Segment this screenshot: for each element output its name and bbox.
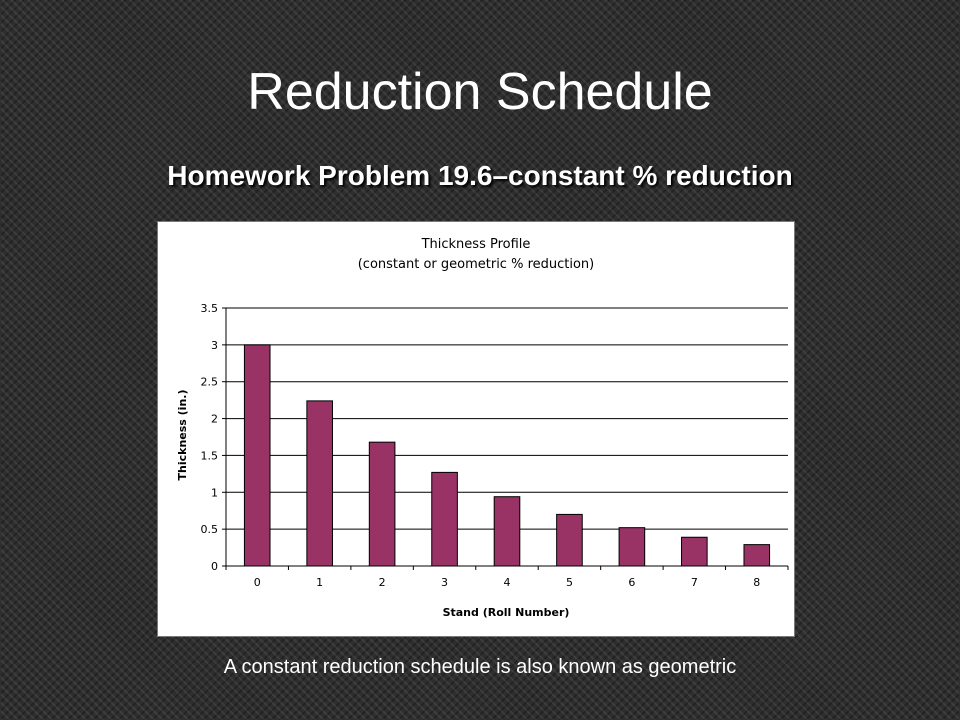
y-tick-label: 1	[211, 486, 218, 500]
chart-frame	[157, 221, 795, 637]
x-tick-label: 8	[753, 576, 761, 589]
slide-title: Reduction Schedule	[247, 63, 713, 121]
chart-title: Thickness Profile	[421, 237, 531, 252]
slide-caption: A constant reduction schedule is also known as geometric	[223, 656, 737, 678]
x-tick-label: 7	[690, 576, 698, 589]
slide-subtitle: Homework Problem 19.6–constant % reduction	[167, 160, 793, 191]
y-tick-label: 3	[211, 338, 218, 352]
x-tick-label: 5	[565, 576, 573, 589]
bar-stand-6	[619, 528, 645, 566]
x-axis-label: Stand (Roll Number)	[442, 606, 570, 619]
thickness-bar-chart	[158, 222, 794, 636]
x-tick-label: 0	[253, 576, 261, 589]
x-tick-label: 6	[628, 576, 636, 589]
chart-subtitle: (constant or geometric % reduction)	[357, 257, 595, 272]
x-tick-label: 1	[316, 576, 324, 589]
bar-stand-0	[244, 345, 270, 566]
y-axis-label: Thickness (in.)	[176, 389, 189, 481]
y-tick-label: 0	[211, 560, 218, 573]
x-tick-label: 4	[503, 576, 511, 589]
bar-stand-1	[307, 401, 333, 566]
bar-stand-3	[432, 472, 458, 566]
bar-stand-7	[682, 537, 708, 566]
y-tick-label: 0.5	[200, 523, 218, 537]
plot-area	[201, 302, 789, 589]
bar-stand-4	[494, 497, 520, 566]
bar-stand-5	[557, 514, 583, 566]
x-tick-label: 2	[378, 576, 386, 589]
y-tick-label: 1.5	[200, 449, 218, 463]
bar-stand-8	[744, 545, 770, 566]
y-tick-label: 2.5	[200, 375, 218, 389]
y-tick-label: 3.5	[200, 302, 218, 315]
y-tick-label: 2	[211, 412, 218, 426]
bar-stand-2	[369, 442, 395, 566]
x-tick-label: 3	[441, 576, 449, 589]
